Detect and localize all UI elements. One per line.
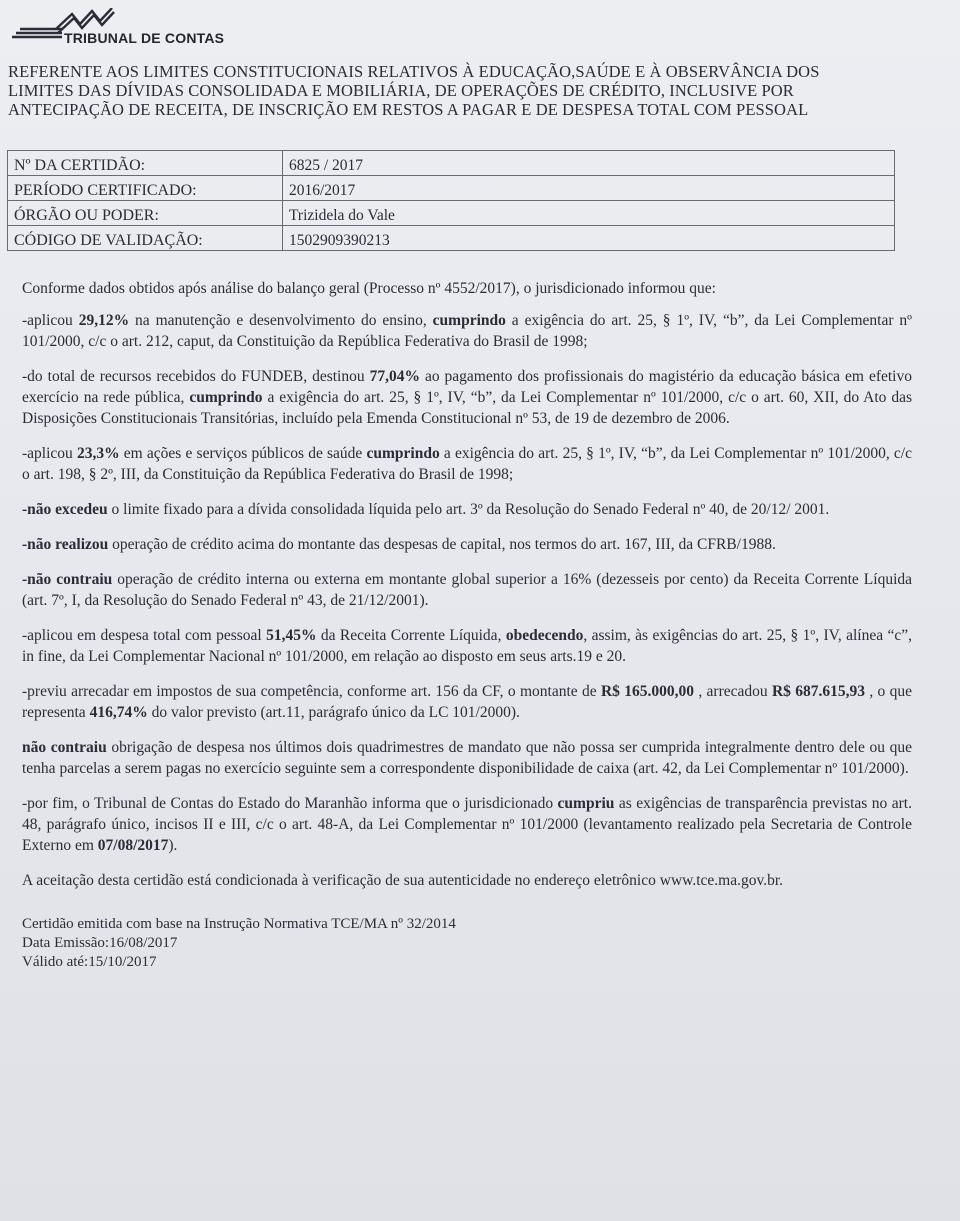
table-row xyxy=(8,201,895,226)
issuance-footer xyxy=(22,915,912,972)
table-row xyxy=(8,176,895,201)
certificate-body xyxy=(22,278,912,972)
obligation-paragraph: não contraiu obrigação de despesa nos últimos dois quadrimestres de mandato que não possa ser cumprida integralmente dentro dele ou que tenha parcelas a serem pagas no exercício seguinte sem a correspondente disponibilidade de caixa (art. 42, da Lei Complementar nº 101/2000). xyxy=(22,739,912,777)
organ-value: Trizidela do Vale xyxy=(283,201,895,226)
personnel-expense-paragraph: -aplicou em despesa total com pessoal 51,45% da Receita Corrente Líquida, obedecendo, assim, às exigências do art. 25, § 1º, IV, alínea “c”, in fine, da Lei Complementar Nacional nº 101/2000, em relação ao disposto em seus arts.19 e 20. xyxy=(22,627,912,665)
credit-operation-paragraph: -não realizou operação de crédito acima do montante das despesas de capital, nos termos do art. 167, III, da CFRB/1988. xyxy=(22,536,776,553)
education-paragraph: -aplicou 29,12% na manutenção e desenvolvimento do ensino, cumprindo a exigência do art. 25, § 1º, IV, “b”, da Lei Complementar nº 101/2000, c/c o art. 212, caput, da Constituição da República Federativa do Brasil de 1998; xyxy=(22,312,912,350)
intro-paragraph: Conforme dados obtidos após análise do balanço geral (Processo nº 4552/2017), o jurisdicionado informou que: xyxy=(22,280,716,297)
title-line: LIMITES DAS DÍVIDAS CONSOLIDADA E MOBILIÁRIA, DE OPERAÇÕES DE CRÉDITO, INCLUSIVE POR xyxy=(8,81,794,100)
tribunal-logo xyxy=(12,8,232,48)
title-line: REFERENTE AOS LIMITES CONSTITUCIONAIS RELATIVOS À EDUCAÇÃO,SAÚDE E À OBSERVÂNCIA DOS xyxy=(8,62,820,81)
period-value: 2016/2017 xyxy=(283,176,895,201)
table-row xyxy=(8,151,895,176)
certificate-number-label: Nº DA CERTIDÃO: xyxy=(8,151,283,176)
validation-code-value: 1502909390213 xyxy=(283,226,895,251)
health-paragraph: -aplicou 23,3% em ações e serviços públicos de saúde cumprindo a exigência do art. 25, § 1º, IV, “b”, da Lei Complementar nº 101/2000, c/c o art. 198, § 2º, III, da Constituição da República Federativa do Brasil de 1998; xyxy=(22,445,912,483)
normative-basis: Certidão emitida com base na Instrução Normativa TCE/MA nº 32/2014 xyxy=(22,916,456,932)
org-name: TRIBUNAL DE CONTAS xyxy=(64,30,225,46)
certificate-number-value: 6825 / 2017 xyxy=(283,151,895,176)
period-label: PERÍODO CERTIFICADO: xyxy=(8,176,283,201)
transparency-paragraph: -por fim, o Tribunal de Contas do Estado do Maranhão informa que o jurisdicionado cumpriu as exigências de transparência previstas no art. 48, parágrafo único, incisos II e III, c/c o art. 48-A, da Lei Complementar nº 101/2000 (levantamento realizado pela Secretaria de Controle Externo em 07/08/2017). xyxy=(22,795,912,854)
acceptance-paragraph: A aceitação desta certidão está condicionada à verificação de sua autenticidade no endereço eletrônico www.tce.ma.gov.br. xyxy=(22,872,783,889)
debt-paragraph: -não excedeu o limite fixado para a dívida consolidada líquida pelo art. 3º da Resolução do Senado Federal nº 40, de 20/12/ 2001. xyxy=(22,501,830,518)
certificate-title xyxy=(8,62,893,119)
title-line: ANTECIPAÇÃO DE RECEITA, DE INSCRIÇÃO EM RESTOS A PAGAR E DE DESPESA TOTAL COM PESSOAL xyxy=(8,100,809,119)
issue-date: Data Emissão:16/08/2017 xyxy=(22,935,178,951)
credit-limit-paragraph: -não contraiu operação de crédito interna ou externa em montante global superior a 16% (dezesseis por cento) da Receita Corrente Líquida (art. 7º, I, da Resolução do Senado Federal nº 43, de 21/12/2001). xyxy=(22,571,913,609)
valid-until: Válido até:15/10/2017 xyxy=(22,954,157,970)
organ-label: ÓRGÃO OU PODER: xyxy=(8,201,283,226)
table-row xyxy=(8,226,895,251)
validation-code-label: CÓDIGO DE VALIDAÇÃO: xyxy=(8,226,283,251)
tax-revenue-paragraph: -previu arrecadar em impostos de sua competência, conforme art. 156 da CF, o montante de R$ 165.000,00 , arrecadou R$ 687.615,93 , o que representa 416,74% do valor previsto (art.11, parágrafo único da LC 101/2000). xyxy=(22,683,912,721)
fundeb-paragraph: -do total de recursos recebidos do FUNDEB, destinou 77,04% ao pagamento dos profissionais do magistério da educação básica em efetivo exercício na rede pública, cumprindo a exigência do art. 25, § 1º, IV, “b”, da Lei Complementar nº 101/2000, c/c o art. 60, XII, do Ato das Disposições Constitucionais Transitórias, incluído pela Emenda Constitucional nº 53, de 19 de dezembro de 2006. xyxy=(22,368,912,427)
certificate-info-table xyxy=(7,150,895,251)
